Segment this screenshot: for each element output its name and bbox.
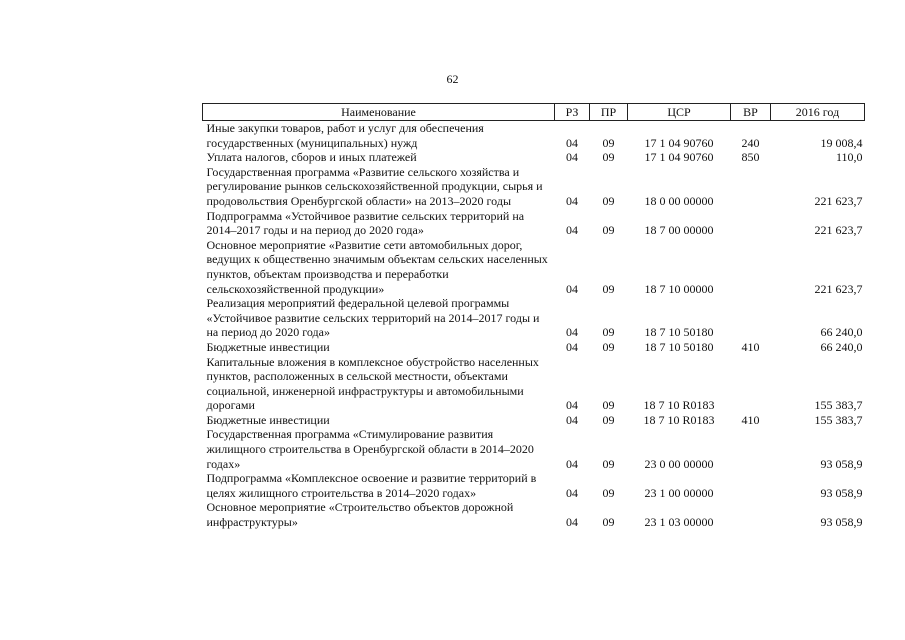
row-csr: 18 7 10 50180 (644, 339, 714, 354)
table-row (203, 500, 865, 529)
row-pr: 09 (602, 515, 615, 530)
row-pr: 09 (602, 398, 615, 413)
row-csr: 18 7 10 R0183 (643, 412, 715, 427)
row-pr: 09 (602, 412, 615, 427)
row-csr: 23 1 00 00000 (644, 485, 714, 500)
row-pr: 09 (602, 325, 615, 340)
row-amount: 110,0 (835, 150, 863, 165)
row-amount: 221 623,7 (814, 281, 863, 296)
table-header-row (203, 104, 865, 121)
row-csr: 23 0 00 00000 (644, 456, 714, 471)
row-vr: 410 (741, 412, 760, 427)
row-vr (731, 471, 771, 500)
row-name: Основное мероприятие «Развитие сети автомобильных дорог, ведущих к общественно значимым объектам сельских населенных пунктов, объектам производства и переработки сельскохозяйственной продукции» (206, 237, 548, 296)
row-vr (731, 165, 771, 209)
table-row (203, 471, 865, 500)
header-rz: РЗ (555, 104, 590, 121)
row-name: Иные закупки товаров, работ и услуг для обеспечения государственных (муниципальных) нужд (206, 121, 484, 150)
row-amount: 221 623,7 (814, 223, 863, 238)
row-csr: 17 1 04 90760 (644, 150, 714, 165)
row-amount: 93 058,9 (820, 515, 863, 530)
row-name: Уплата налогов, сборов и иных платежей (206, 150, 417, 165)
row-amount: 66 240,0 (820, 339, 863, 354)
header-year: 2016 год (771, 104, 865, 121)
row-pr: 09 (602, 193, 615, 208)
table-row (203, 150, 865, 165)
table-row (203, 296, 865, 340)
page-number: 62 (446, 72, 459, 86)
row-vr: 240 (741, 135, 760, 150)
table-row (203, 165, 865, 209)
row-rz: 04 (566, 412, 578, 427)
row-rz: 04 (566, 515, 578, 530)
row-csr: 23 1 03 00000 (644, 515, 714, 530)
header-csr: ЦСР (628, 104, 731, 121)
table-row (203, 355, 865, 413)
row-csr: 18 0 00 00000 (644, 193, 714, 208)
row-rz: 04 (566, 135, 578, 150)
row-name: Государственная программа «Стимулирование развития жилищного строительства в Оренбургской области в 2014–2020 годах» (206, 427, 534, 471)
row-rz: 04 (566, 281, 578, 296)
row-amount: 155 383,7 (814, 412, 863, 427)
row-vr: 850 (741, 150, 760, 165)
row-pr: 09 (602, 339, 615, 354)
table-row (203, 340, 865, 355)
row-csr: 18 7 00 00000 (644, 223, 714, 238)
row-vr (731, 209, 771, 238)
row-name: Реализация мероприятий федеральной целевой программы «Устойчивое развитие сельских территорий на 2014–2017 годы и на период до 2020 года» (206, 296, 540, 340)
row-name: Бюджетные инвестиции (206, 339, 330, 354)
row-vr (731, 500, 771, 529)
table-row (203, 121, 865, 151)
row-name: Бюджетные инвестиции (206, 412, 330, 427)
row-rz: 04 (566, 325, 578, 340)
row-amount: 155 383,7 (814, 398, 863, 413)
row-name: Подпрограмма «Комплексное освоение и развитие территорий в целях жилищного строительства в 2014–2020 годах» (206, 471, 537, 500)
row-vr (731, 355, 771, 413)
row-pr: 09 (602, 485, 615, 500)
row-name: Подпрограмма «Устойчивое развитие сельских территорий на 2014–2017 годы и на период до 2020 года» (206, 208, 525, 238)
row-vr (731, 238, 771, 296)
row-rz: 04 (566, 485, 578, 500)
table-row (203, 238, 865, 296)
row-vr (731, 427, 771, 471)
row-rz: 04 (566, 398, 578, 413)
row-rz: 04 (566, 223, 578, 238)
row-name: Государственная программа «Развитие сельского хозяйства и регулирование рынков сельскохозяйственной продукции, сырья и продовольствия Оренбургской области» на 2013–2020 годы (206, 164, 543, 208)
budget-table (202, 103, 865, 530)
row-pr: 09 (602, 223, 615, 238)
row-rz: 04 (566, 456, 578, 471)
row-vr: 410 (741, 339, 760, 354)
row-pr: 09 (602, 150, 615, 165)
row-rz: 04 (566, 193, 578, 208)
row-csr: 17 1 04 90760 (644, 135, 714, 150)
row-csr: 18 7 10 R0183 (643, 398, 715, 413)
table-row (203, 209, 865, 238)
row-rz: 04 (566, 150, 578, 165)
header-pr: ПР (590, 104, 628, 121)
row-amount: 221 623,7 (814, 193, 863, 208)
row-name: Капитальные вложения в комплексное обустройство населенных пунктов, расположенных в сельской местности, объектами социальной, инженерной инфраструктуры и автомобильными дорогами (206, 354, 539, 413)
row-pr: 09 (602, 135, 615, 150)
row-csr: 18 7 10 00000 (644, 281, 714, 296)
table-row (203, 413, 865, 428)
row-rz: 04 (566, 339, 578, 354)
row-amount: 19 008,4 (820, 135, 863, 150)
row-amount: 93 058,9 (820, 456, 863, 471)
row-pr: 09 (602, 456, 615, 471)
row-pr: 09 (602, 281, 615, 296)
table-row (203, 427, 865, 471)
header-vr: ВР (731, 104, 771, 121)
row-vr (731, 296, 771, 340)
row-amount: 93 058,9 (820, 485, 863, 500)
header-name: Наименование (203, 104, 555, 121)
row-name: Основное мероприятие «Строительство объектов дорожной инфраструктуры» (206, 500, 514, 530)
row-csr: 18 7 10 50180 (644, 325, 714, 340)
row-amount: 66 240,0 (820, 325, 863, 340)
